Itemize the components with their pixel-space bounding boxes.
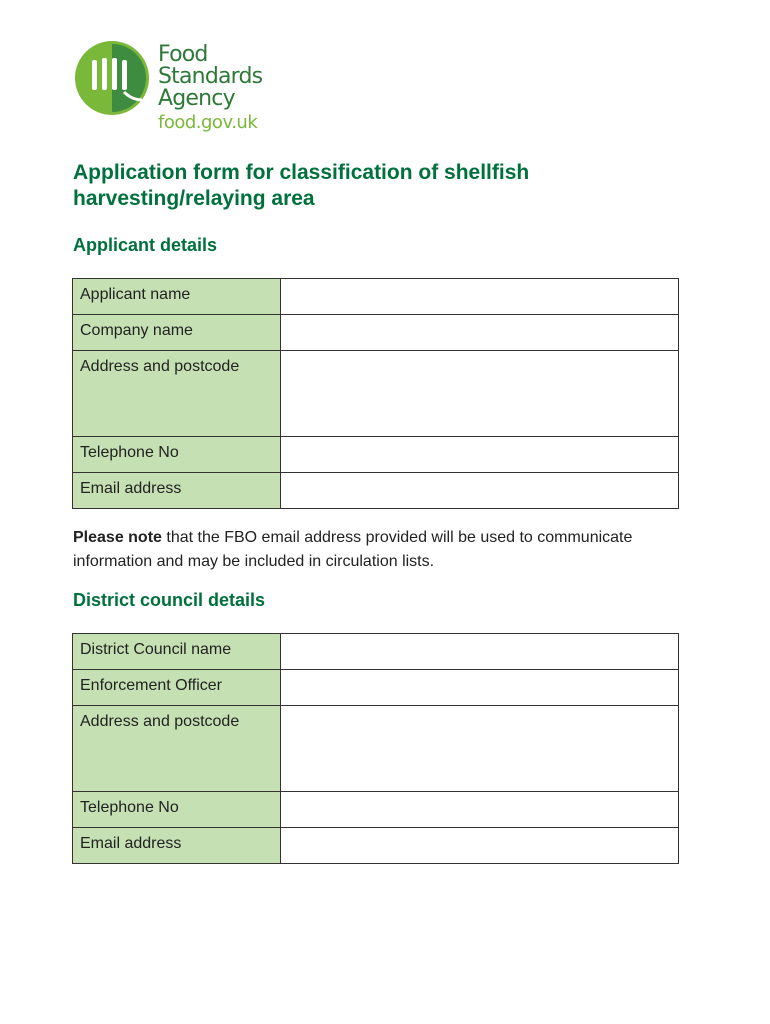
company-name-field[interactable] xyxy=(281,315,679,351)
company-name-label: Company name xyxy=(73,315,281,351)
table-row xyxy=(73,279,679,315)
district-telephone-field[interactable] xyxy=(281,792,679,828)
district-email-label: Email address xyxy=(73,828,281,864)
table-row xyxy=(73,792,679,828)
fork-icon xyxy=(72,40,152,116)
table-row xyxy=(73,351,679,437)
enforcement-officer-label: Enforcement Officer xyxy=(73,670,281,706)
applicant-address-label: Address and postcode xyxy=(73,351,281,437)
applicant-email-field[interactable] xyxy=(281,473,679,509)
district-email-field[interactable] xyxy=(281,828,679,864)
district-address-label: Address and postcode xyxy=(73,706,281,792)
logo-line-2: Standards xyxy=(158,64,263,89)
table-row xyxy=(73,437,679,473)
applicant-email-label: Email address xyxy=(73,473,281,509)
applicant-address-field[interactable] xyxy=(281,351,679,437)
district-council-name-label: District Council name xyxy=(73,634,281,670)
email-notice-text: that the FBO email address provided will be used to communicate information and may be included in circulation lists. xyxy=(73,529,633,570)
email-notice xyxy=(73,526,633,574)
logo-wordmark xyxy=(158,44,262,110)
district-council-heading: District council details xyxy=(73,590,266,610)
table-row xyxy=(73,670,679,706)
logo-url: food.gov.uk xyxy=(158,112,258,133)
logo-line-3: Agency xyxy=(158,86,235,111)
district-address-field[interactable] xyxy=(281,706,679,792)
district-council-name-field[interactable] xyxy=(281,634,679,670)
applicant-telephone-label: Telephone No xyxy=(73,437,281,473)
applicant-name-field[interactable] xyxy=(281,279,679,315)
page-title: Application form for classification of shellfish harvesting/relaying area xyxy=(73,161,530,210)
district-council-table xyxy=(72,633,679,864)
table-row xyxy=(73,828,679,864)
email-notice-bold: Please note xyxy=(73,529,162,546)
district-telephone-label: Telephone No xyxy=(73,792,281,828)
applicant-name-label: Applicant name xyxy=(73,279,281,315)
fsa-logo xyxy=(72,40,292,140)
logo-line-1: Food xyxy=(158,42,208,67)
table-row xyxy=(73,706,679,792)
applicant-telephone-field[interactable] xyxy=(281,437,679,473)
table-row xyxy=(73,634,679,670)
table-row xyxy=(73,473,679,509)
table-row xyxy=(73,315,679,351)
applicant-details-table xyxy=(72,278,679,509)
applicant-details-heading: Applicant details xyxy=(73,235,218,255)
enforcement-officer-field[interactable] xyxy=(281,670,679,706)
